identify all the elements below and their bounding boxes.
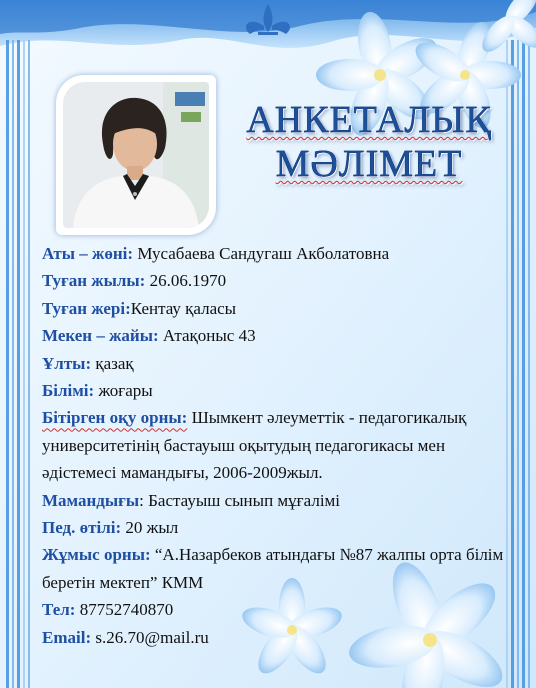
info-value: Шымкент әлеуметтік - педагогикалық университетінің бастауыш оқытудың педагогикасы мен әдістемесі мамандығы, 2006-2009жыл. xyxy=(42,408,467,483)
page-title-line1: АНКЕТАЛЫҚ xyxy=(246,99,492,141)
info-label: Тел: xyxy=(42,600,76,620)
info-value: қазақ xyxy=(91,353,134,373)
info-label: Туған жылы: xyxy=(42,271,146,291)
info-row-nationality xyxy=(42,350,512,377)
info-label: Аты – жөні: xyxy=(42,244,134,263)
info-row-workplace xyxy=(42,541,512,596)
info-value: 20 жыл xyxy=(121,518,179,538)
profile-photo xyxy=(63,82,209,228)
page-title-line2: МӘЛІМЕТ xyxy=(275,143,463,185)
info-value: Кентау қаласы xyxy=(130,298,237,318)
info-label: Мамандығы xyxy=(42,490,140,510)
info-label: Туған жері: xyxy=(42,298,131,318)
info-label: Пед. өтілі: xyxy=(42,518,122,538)
info-row-experience xyxy=(42,514,512,541)
info-value: : Бастауыш сынып мұғалімі xyxy=(139,490,341,510)
info-value: Атақоныс 43 xyxy=(158,326,256,346)
info-row-education xyxy=(42,377,512,404)
info-row-fullname xyxy=(42,240,512,267)
info-label: Email: xyxy=(42,627,92,647)
profile-info xyxy=(42,240,512,651)
info-value: Мусабаева Сандугаш Акболатовна xyxy=(133,244,390,263)
info-row-birth-year xyxy=(42,267,512,294)
info-row-email xyxy=(42,624,512,651)
info-value: “А.Назарбеков атындағы №87 жалпы орта білім беретін мектеп” КММ xyxy=(42,545,504,592)
info-value: жоғары xyxy=(94,381,153,401)
info-row-specialty xyxy=(42,487,512,514)
email-link[interactable]: s.26.70@mail.ru xyxy=(91,627,209,647)
info-row-birthplace xyxy=(42,295,512,322)
info-row-graduated xyxy=(42,404,512,486)
info-label: Ұлты: xyxy=(42,353,92,373)
info-value: 87752740870 xyxy=(75,600,174,620)
info-label: Жұмыс орны: xyxy=(42,545,151,565)
info-row-phone xyxy=(42,596,512,623)
photo-frame xyxy=(56,75,216,235)
info-label: Мекен – жайы: xyxy=(42,326,159,346)
info-row-address xyxy=(42,322,512,349)
info-value: 26.06.1970 xyxy=(145,271,227,291)
info-label: Білімі: xyxy=(42,381,95,401)
info-label: Бітірген оқу орны: xyxy=(42,408,188,428)
